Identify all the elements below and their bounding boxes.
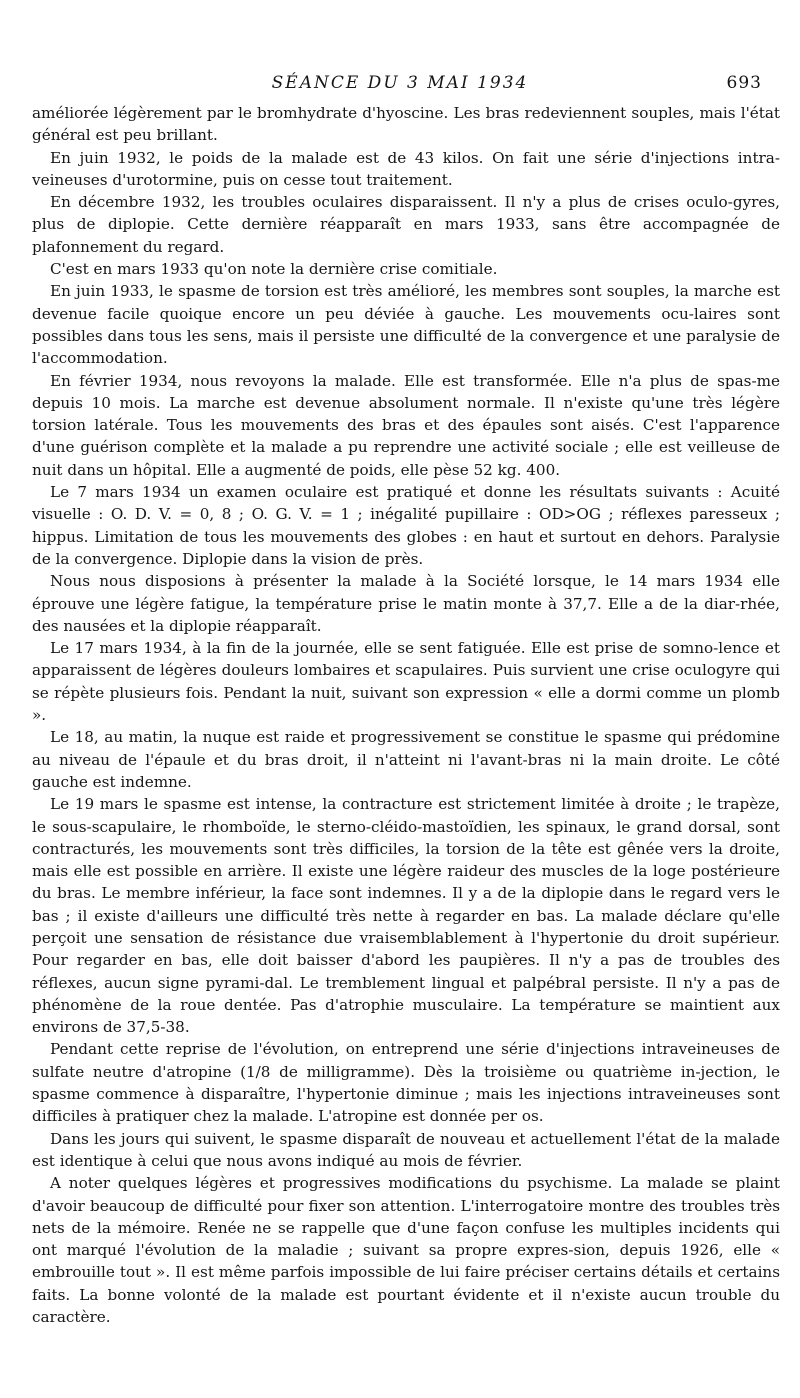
body-text <box>32 102 780 1328</box>
paragraph: C'est en mars 1933 qu'on note la dernière crise comitiale. <box>50 260 498 279</box>
paragraph: Le 7 mars 1934 un examen oculaire est pratiqué et donne les résultats suivants : Acuité visuelle : O. D. V. = 0, 8 ; O. G. V. = 1 ; inégalité pupillaire : OD>OG ; réflexes paresseux ; hippus. Limitation de tous les mouvements des globes : en haut et surtout en dehors. Paralysie de la convergence. Diplopie dans la vision de près. <box>32 483 780 568</box>
header-title: SÉANCE DU 3 MAI 1934 <box>271 73 529 93</box>
paragraph: En juin 1933, le spasme de torsion est très amélioré, les membres sont souples, la marche est devenue facile quoique encore un peu déviée à gauche. Les mouvements ocu-laires sont possibles dans tous les sens, mais il persiste une difficulté de la convergence et une paralysie de l'accommodation. <box>32 282 780 368</box>
paragraph: En juin 1932, le poids de la malade est de 43 kilos. On fait une série d'injections intra-veineuses d'urotormine, puis on cesse tout traitement. <box>32 148 780 189</box>
paragraph: A noter quelques légères et progressives modifications du psychisme. La malade se plaint d'avoir beaucoup de difficulté pour fixer son attention. L'interrogatoire montre des troubles très nets de la mémoire. Renée ne se rappelle que d'une façon confuse les multiples incidents qui ont marqué l'évolution de la maladie ; suivant sa propre expres-sion, depuis 1926, elle « embrouille tout ». Il est même parfois impossible de lui faire préciser certains détails et certains faits. La bonne volonté de la malade est pourtant évidente et il n'existe aucun trouble du caractère. <box>32 1174 780 1327</box>
paragraph: Le 17 mars 1934, à la fin de la journée, elle se sent fatiguée. Elle est prise de somno-lence et apparaissent de légères douleurs lombaires et scapulaires. Puis survient une crise oculogyre qui se répète plusieurs fois. Pendant la nuit, suivant son expression « elle a dormi comme un plomb ». <box>32 639 780 725</box>
running-header <box>30 73 770 101</box>
page-number: 693 <box>726 73 762 93</box>
paragraph: En février 1934, nous revoyons la malade. Elle est transformée. Elle n'a plus de spas-me depuis 10 mois. La marche est devenue absolument normale. Il n'existe qu'une très légère torsion latérale. Tous les mouvements des bras et des épaules sont aisés. C'est l'apparence d'une guérison complète et la malade a pu reprendre une activité sociale ; elle est veilleuse de nuit dans un hôpital. Elle a augmenté de poids, elle pèse 52 kg. 400. <box>32 371 780 479</box>
paragraph: Pendant cette reprise de l'évolution, on entreprend une série d'injections intraveineuses de sulfate neutre d'atropine (1/8 de milligramme). Dès la troisième ou quatrième in-jection, le spasme commence à disparaître, l'hypertonie diminue ; mais les injections intraveineuses sont difficiles à pratiquer chez la malade. L'atropine est donnée per os. <box>32 1040 780 1126</box>
paragraph: améliorée légèrement par le bromhydrate d'hyoscine. Les bras redeviennent souples, mais l'état général est peu brillant. <box>32 104 780 145</box>
paragraph: Le 19 mars le spasme est intense, la contracture est strictement limitée à droite ; le trapèze, le sous-scapulaire, le rhomboïde, le sterno-cléido-mastoïdien, les spinaux, le grand dorsal, sont contracturés, les mouvements sont très difficiles, la torsion de la tête est gênée vers la droite, mais elle est possible en arrière. Il existe une légère raideur des muscles de la loge postérieure du bras. Le membre inférieur, la face sont indemnes. Il y a de la diplopie dans le regard vers le bas ; il existe d'ailleurs une difficulté très nette à regarder en bas. La malade déclare qu'elle perçoit une sensation de résistance due vraisemblablement à l'hypertonie du droit supérieur. Pour regarder en bas, elle doit baisser d'abord les paupières. Il n'y a pas de troubles des réflexes, aucun signe pyrami-dal. Le tremblement lingual et palpébral persiste. Il n'y a pas de phénomène de la roue dentée. Pas d'atrophie musculaire. La température se maintient aux environs de 37,5-38. <box>32 795 780 1037</box>
paragraph: Nous nous disposions à présenter la malade à la Société lorsque, le 14 mars 1934 elle éprouve une légère fatigue, la température prise le matin monte à 37,7. Elle a de la diar-rhée, des nausées et la diplopie réapparaît. <box>32 572 780 635</box>
paragraph: Le 18, au matin, la nuque est raide et progressivement se constitue le spasme qui prédomine au niveau de l'épaule et du bras droit, il n'atteint ni l'avant-bras ni la main droite. Le côté gauche est indemne. <box>32 728 780 791</box>
paragraph: Dans les jours qui suivent, le spasme disparaît de nouveau et actuellement l'état de la malade est identique à celui que nous avons indiqué au mois de février. <box>32 1129 780 1170</box>
paragraph: En décembre 1932, les troubles oculaires disparaissent. Il n'y a plus de crises oculo-gyres, plus de diplopie. Cette dernière réapparaît en mars 1933, sans être accompagnée de plafonnement du regard. <box>32 193 780 256</box>
